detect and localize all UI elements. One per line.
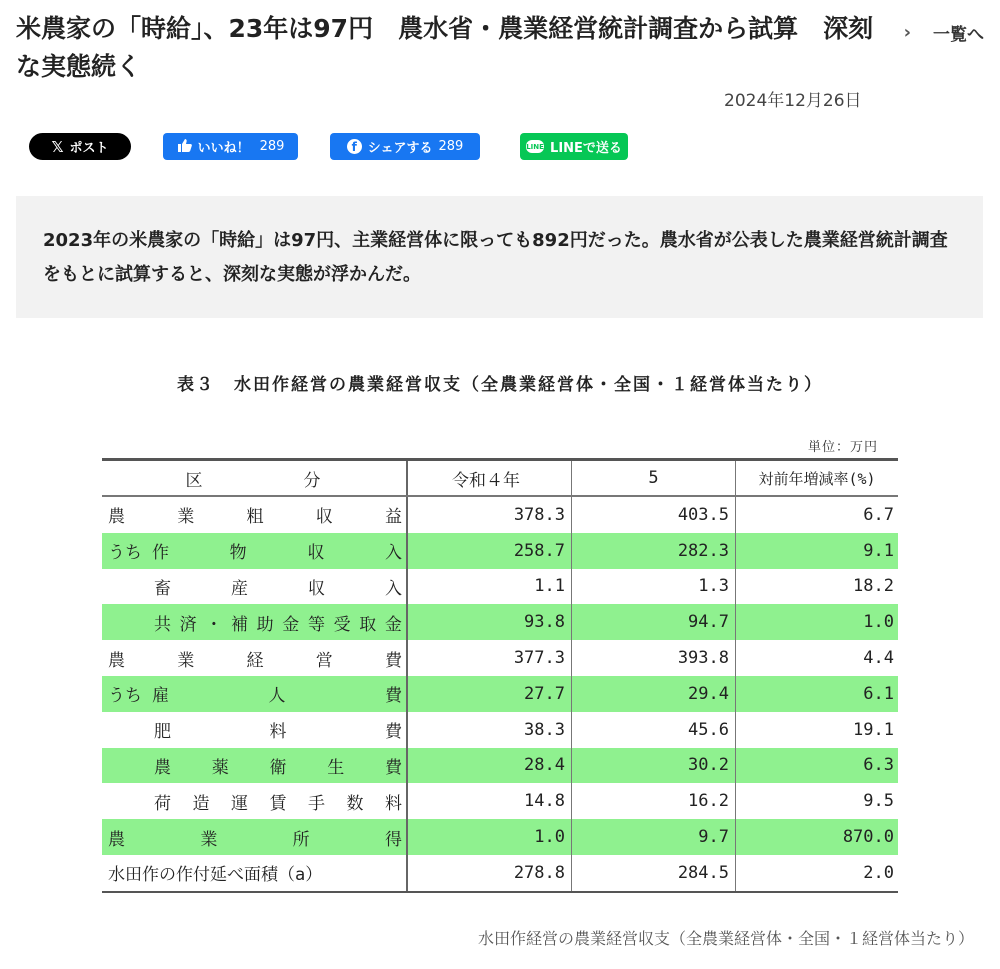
list-link-label[interactable]: 一覧へ bbox=[933, 25, 984, 45]
header-category: 区 分 bbox=[102, 461, 408, 495]
value-r5: 282.3 bbox=[572, 533, 736, 569]
row-label: 畜 産 収 入 bbox=[154, 578, 402, 599]
value-rate: 19.1 bbox=[853, 719, 894, 740]
row-label-cell bbox=[102, 533, 408, 569]
x-post-label: ポスト bbox=[69, 141, 109, 156]
value-r4: 1.0 bbox=[408, 819, 572, 855]
table-row bbox=[102, 569, 898, 605]
table-row bbox=[102, 676, 898, 712]
table-row bbox=[102, 497, 898, 533]
value-r4: 14.8 bbox=[408, 783, 572, 819]
row-label: 水田作の作付延べ面積（a） bbox=[108, 865, 323, 886]
value-r5: 16.2 bbox=[572, 783, 736, 819]
row-label: 作 物 収 入 bbox=[152, 543, 402, 564]
lead-box bbox=[16, 196, 983, 318]
row-label: 共 済 ・ 補 助 金 等 受 取 金 bbox=[154, 614, 402, 635]
row-label: 荷 造 運 賃 手 数 料 bbox=[154, 793, 402, 814]
value-r5: 45.6 bbox=[572, 712, 736, 748]
value-r4: 278.8 bbox=[408, 855, 572, 891]
value-rate: 6.7 bbox=[863, 504, 894, 525]
value-r4: 378.3 bbox=[408, 497, 572, 533]
header-r5: 5 bbox=[572, 461, 736, 495]
value-r4: 258.7 bbox=[408, 533, 572, 569]
row-label: 雇 人 費 bbox=[152, 686, 402, 707]
table-body bbox=[102, 497, 898, 891]
table-row bbox=[102, 604, 898, 640]
row-label: 農 業 所 得 bbox=[108, 829, 402, 850]
row-label: 農 業 粗 収 益 bbox=[108, 507, 402, 528]
value-rate: 6.1 bbox=[863, 683, 894, 704]
lead-text: 2023年の米農家の「時給」は97円、主業経営体に限っても892円だった。農水省が公表した農業経営統計調査をもとに試算すると、深刻な実態が浮かんだ。 bbox=[43, 230, 948, 285]
row-label: 農 業 経 営 費 bbox=[108, 650, 402, 671]
row-label-cell bbox=[102, 604, 408, 640]
row-label: 農 薬 衛 生 費 bbox=[154, 757, 402, 778]
value-rate: 1.0 bbox=[863, 612, 894, 633]
row-label-cell bbox=[102, 783, 408, 819]
row-label-cell bbox=[102, 676, 408, 712]
facebook-share-button[interactable] bbox=[330, 133, 480, 160]
chevron-right-icon: › bbox=[903, 22, 911, 43]
row-prefix: うち bbox=[108, 686, 142, 707]
share-count: 289 bbox=[438, 139, 464, 154]
table-row bbox=[102, 819, 898, 855]
table-row bbox=[102, 855, 898, 891]
line-label: LINEで送る bbox=[550, 141, 622, 156]
value-r5: 1.3 bbox=[572, 569, 736, 605]
header-r4: 令和４年 bbox=[408, 461, 572, 495]
value-r4: 38.3 bbox=[408, 712, 572, 748]
value-rate: 6.3 bbox=[863, 755, 894, 776]
row-label-cell bbox=[102, 712, 408, 748]
table-row bbox=[102, 640, 898, 676]
table-header-row bbox=[102, 461, 898, 497]
table-row bbox=[102, 533, 898, 569]
share-label: シェアする bbox=[367, 141, 433, 156]
row-label-cell bbox=[102, 819, 408, 855]
row-label-cell bbox=[102, 569, 408, 605]
list-link[interactable] bbox=[904, 20, 984, 45]
line-icon: LINE bbox=[526, 140, 544, 153]
article-headline: 米農家の「時給」、23年は97円 農水省・農業経営統計調査から試算 深刻な実態続く bbox=[16, 14, 874, 81]
value-r5: 30.2 bbox=[572, 748, 736, 784]
value-r5: 284.5 bbox=[572, 855, 736, 891]
x-post-button[interactable] bbox=[29, 133, 131, 160]
figure-caption: 水田作経営の農業経営収支（全農業経営体・全国・１経営体当たり） bbox=[477, 929, 974, 948]
value-rate: 9.1 bbox=[863, 540, 894, 561]
value-rate: 18.2 bbox=[853, 576, 894, 597]
like-count: 289 bbox=[259, 139, 285, 154]
value-r5: 29.4 bbox=[572, 676, 736, 712]
facebook-icon: f bbox=[347, 139, 362, 154]
row-label: 肥 料 費 bbox=[154, 722, 402, 743]
like-label: いいね！ bbox=[197, 141, 250, 156]
table-row bbox=[102, 748, 898, 784]
row-label-cell bbox=[102, 497, 408, 533]
row-label-cell bbox=[102, 748, 408, 784]
article-date: 2024年12月26日 bbox=[724, 91, 862, 111]
row-label-cell bbox=[102, 640, 408, 676]
value-rate: 870.0 bbox=[842, 827, 894, 848]
x-logo-icon: 𝕏 bbox=[51, 137, 64, 156]
value-r4: 377.3 bbox=[408, 640, 572, 676]
row-label-cell bbox=[102, 855, 408, 891]
value-r5: 9.7 bbox=[572, 819, 736, 855]
value-rate: 4.4 bbox=[863, 648, 894, 669]
value-r4: 1.1 bbox=[408, 569, 572, 605]
value-r5: 393.8 bbox=[572, 640, 736, 676]
value-rate: 9.5 bbox=[863, 791, 894, 812]
row-prefix: うち bbox=[108, 543, 142, 564]
value-r5: 94.7 bbox=[572, 604, 736, 640]
table-row bbox=[102, 783, 898, 819]
value-r4: 28.4 bbox=[408, 748, 572, 784]
thumbs-up-icon bbox=[177, 138, 192, 156]
value-rate: 2.0 bbox=[863, 862, 894, 883]
header-rate: 対前年増減率(%) bbox=[758, 469, 876, 488]
line-share-button[interactable] bbox=[520, 133, 628, 160]
table-row bbox=[102, 712, 898, 748]
value-r5: 403.5 bbox=[572, 497, 736, 533]
income-table bbox=[102, 458, 898, 893]
value-r4: 27.7 bbox=[408, 676, 572, 712]
facebook-like-button[interactable] bbox=[163, 133, 298, 160]
value-r4: 93.8 bbox=[408, 604, 572, 640]
figure-title: 表３ 水田作経営の農業経営収支（全農業経営体・全国・１経営体当たり） bbox=[177, 375, 823, 395]
figure-unit: 単位：万円 bbox=[808, 440, 879, 455]
